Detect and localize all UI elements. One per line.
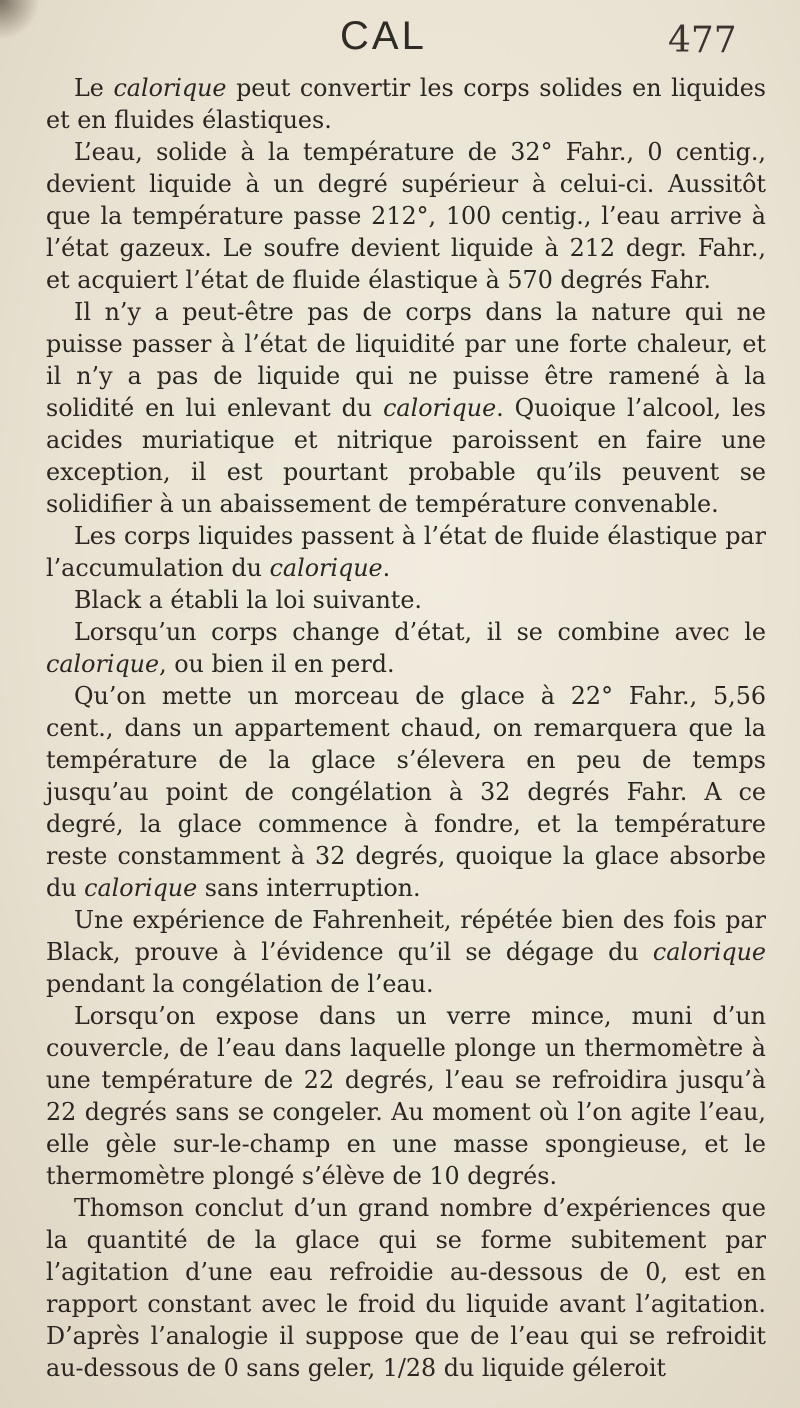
text-segment: Le — [74, 74, 114, 102]
text-segment: Lorsqu’on expose dans un verre mince, muni d’un couvercle, de l’eau dans laquelle plonge un thermomètre à une température de 22 degrés, l’eau se refroidira jusqu’à 22 degrés sans se congeler. Au moment où l’on agite l’eau, elle gèle sur-le-champ en une masse spongieuse, et le thermomètre plongé s’élève de 10 degrés. — [46, 1002, 766, 1190]
paragraph — [46, 1192, 766, 1384]
text-segment-italic: calorique — [269, 554, 383, 582]
text-segment-italic: calorique — [383, 394, 497, 422]
running-title: CAL — [340, 14, 427, 58]
paragraph — [46, 72, 766, 136]
paragraph — [46, 584, 766, 616]
text-segment: , ou bien il en perd. — [159, 650, 395, 678]
page-number: 477 — [668, 20, 737, 61]
text-segment: Les corps liquides passent à l’état de fluide élastique par l’accumulation du — [46, 522, 766, 582]
text-segment: L’eau, solide à la température de 32° Fahr., 0 centig., devient liquide à un degré supérieur à celui-ci. Aussitôt que la température passe 212°, 100 centig., l’eau arrive à l’état gazeux. Le soufre devient liquide à 212 degr. Fahr., et acquiert l’état de fluide élastique à 570 degrés Fahr. — [46, 138, 766, 294]
paragraph — [46, 616, 766, 680]
text-segment-italic: calorique — [113, 74, 227, 102]
text-segment: pendant la congélation de l’eau. — [46, 970, 434, 998]
text-segment: peut convertir les corps solides en liquides et en fluides élastiques. — [46, 74, 766, 134]
text-segment: Thomson conclut d’un grand nombre d’expériences que la quantité de la glace qui se forme subitement par l’agitation d’une eau refroidie au-dessous de 0, est en rapport constant avec le froid du liquide avant l’agitation. D’après l’analogie il suppose que de l’eau qui se refroidit au-dessous de 0 sans geler, 1/28 du liquide géleroit — [46, 1194, 766, 1382]
paragraph — [46, 904, 766, 1000]
paragraph — [46, 1000, 766, 1192]
text-segment: . Quoique l’alcool, les acides muriatique et nitrique paroissent en faire une exception, il est pourtant probable qu’ils peuvent se solidifier à un abaissement de température convenable. — [46, 394, 766, 518]
text-segment-italic: calorique — [46, 650, 160, 678]
paragraph — [46, 680, 766, 904]
text-segment-italic: calorique — [652, 938, 766, 966]
text-segment: sans interruption. — [197, 874, 421, 902]
paragraph — [46, 520, 766, 584]
text-segment: . — [382, 554, 391, 582]
paragraph — [46, 296, 766, 520]
text-segment: Qu’on mette un morceau de glace à 22° Fahr., 5,56 cent., dans un appartement chaud, on remarquera que la température de la glace s’élevera en peu de temps jusqu’au point de congélation à 32 degrés Fahr. A ce degré, la glace commence à fondre, et la température reste constamment à 32 degrés, quoique la glace absorbe du — [46, 682, 766, 902]
text-segment: Black a établi la loi suivante. — [74, 586, 422, 614]
text-segment: Il n’y a peut-être pas de corps dans la nature qui ne puisse passer à l’état de liquidité par une forte chaleur, et il n’y a pas de liquide qui ne puisse être ramené à la solidité en lui enlevant du — [46, 298, 766, 422]
paragraph — [46, 136, 766, 296]
page-header — [0, 12, 800, 72]
text-segment-italic: calorique — [84, 874, 198, 902]
text-segment: Lorsqu’un corps change d’état, il se combine avec le — [74, 618, 766, 646]
body-text — [46, 72, 766, 1384]
text-segment: Une expérience de Fahrenheit, répétée bien des fois par Black, prouve à l’évidence qu’il se dégage du — [46, 906, 766, 966]
